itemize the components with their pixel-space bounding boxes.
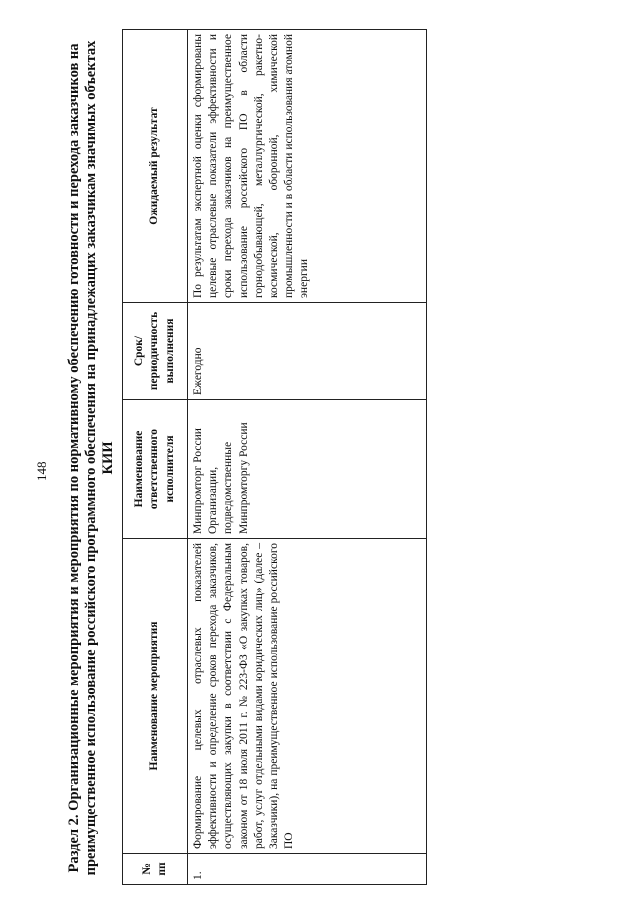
table-row bbox=[188, 30, 427, 885]
table-header-row bbox=[123, 30, 188, 885]
cell-number: 1. bbox=[188, 854, 427, 885]
header-activity: Наименование мероприятия bbox=[123, 539, 188, 854]
activities-table bbox=[122, 29, 427, 885]
cell-activity: Формирование целевых отраслевых показателей эффективности и определение сроков перехода заказчиков, осуществляющих закупки в соответствии с Федеральным законом от 18 июля 2011 г. № 223-ФЗ «О закупках товаров, работ, услуг отдельными видами юридических лиц» (далее – Заказчики), на преимущественное использование российского ПО bbox=[188, 539, 427, 854]
cell-result: По результатам экспертной оценки сформированы целевые отраслевые показатели эффективности и сроки перехода заказчиков на преимущественное использование российского ПО в области горнодобывающей, металлургической, ракетно-космической, оборонной, химической промышленности и в области использования атомной энергии bbox=[188, 30, 427, 303]
header-result: Ожидаемый результат bbox=[123, 30, 188, 303]
cell-deadline: Ежегодно bbox=[188, 303, 427, 400]
section-title: Раздел 2. Организационные мероприятия и мероприятия по нормативному обеспечению готовности и перехода заказчиков на преимущественное использование российского программного обеспечения на принадлежащих заказчикам значимых объектах КИИ bbox=[66, 40, 116, 876]
cell-executor: Минпромторг России Организации, подведомственные Минпромторгу России bbox=[188, 400, 427, 539]
header-deadline: Срок/ периодичность выполнения bbox=[123, 303, 188, 400]
page-number: 148 bbox=[34, 461, 49, 481]
header-number: № пп bbox=[123, 854, 188, 885]
header-executor: Наименование ответственного исполнителя bbox=[123, 400, 188, 539]
